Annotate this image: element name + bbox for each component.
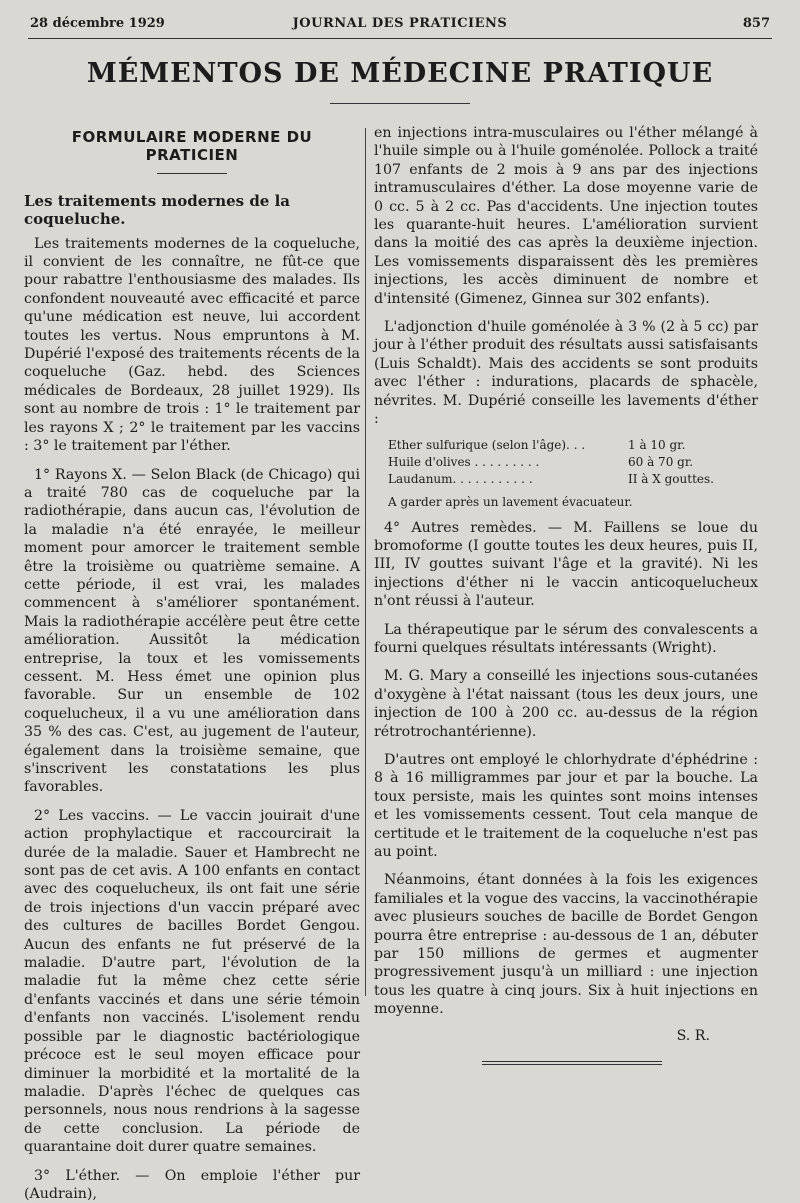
end-rule xyxy=(482,1064,662,1065)
paragraph: L'adjonction d'huile goménolée à 3 % (2 à 5 cc) par jour à l'éther produit des résultats aussi satisfaisants (Luis Schaldt). Mais des accidents se sont produits avec l'éther : indurations, placards de sphacèle, névrites. M. Dupérié conseille les lavements d'éther : xyxy=(374,319,758,428)
paragraph: 1° Rayons X. — Selon Black (de Chicago) qui a traité 780 cas de coqueluche par la radiothérapie, dans aucun cas, l'évolution de la maladie n'a été enrayée, le meilleur moment pour amorcer le traitement semble être la troisième ou quatrième semaine. A cette période, il est vrai, les malades commencent à s'améliorer spontanément. Mais la radiothérapie accélère peut être cette amélioration. Aussitôt la médication entreprise, la toux et les vomissements cessent. M. Hess émet une opinion plus favorable. Sur un ensemble de 102 coquelucheux, il a vu une amélioration dans 35 % des cas. C'est, au jugement de l'auteur, également dans la troisième semaine, que s'inscrivent les constatations les plus favorables. xyxy=(24,466,360,796)
formula-ingredient: Laudanum. . . . . . . . . . . xyxy=(388,471,533,486)
prescription-formula xyxy=(388,437,758,511)
formula-row xyxy=(388,471,758,488)
title-rule xyxy=(330,103,470,104)
formula-dose: 60 à 70 gr. xyxy=(628,454,694,469)
paragraph: M. G. Mary a conseillé les injections sous-cutanées d'oxygène à l'état naissant (tous les deux jours, une injection de 100 à 200 cc. au-dessus de la région rétrotrochantérienne). xyxy=(374,668,758,740)
paragraph: D'autres ont employé le chlorhydrate d'éphédrine : 8 à 16 milligrammes par jour et par la bouche. La toux persiste, mais les quintes sont moins intenses et les vomissements cessent. Tout cela manque de certitude et le traitement de la coqueluche n'est pas au point. xyxy=(374,751,758,860)
paragraph: Néanmoins, étant données à la fois les exigences familiales et la vogue des vaccins, la vaccinothérapie avec plusieurs souches de bacille de Bordet Gengon pourra être entreprise : au-dessous de 1 an, débuter par 150 millions de germes et augmenter progressivement jusqu'à un milliard : une injection tous les quatre à cinq jours. Six à huit injections en moyenne. xyxy=(374,872,758,1018)
journal-name: JOURNAL DES PRATICIENS xyxy=(292,16,508,31)
header-rule xyxy=(28,38,772,39)
main-title: MÉMENTOS DE MÉDECINE PRATIQUE xyxy=(86,58,714,89)
issue-date: 28 décembre 1929 xyxy=(30,16,165,31)
paragraph: 4° Autres remèdes. — M. Faillens se loue du bromoforme (I goutte toutes les deux heures, puis II, III, IV gouttes suivant l'âge et la gravité). Ni les injections d'éther ni le vaccin anticoquelucheux n'ont réussi à l'auteur. xyxy=(374,519,758,610)
right-column xyxy=(374,124,758,1065)
section-title: FORMULAIRE MODERNE DU PRATICIEN xyxy=(71,128,313,165)
column-divider xyxy=(365,128,366,996)
paragraph: La thérapeutique par le sérum des convalescents a fourni quelques résultats intéressants (Wright). xyxy=(374,621,758,656)
article-title: Les traitements modernes de la coqueluche. xyxy=(24,191,290,229)
formula-ingredient: Ether sulfurique (selon l'âge). . . xyxy=(388,437,586,452)
author-signature: S. R. xyxy=(676,1027,710,1044)
paragraph: Les traitements modernes de la coqueluche, il convient de les connaître, ne fût-ce que pour rabattre l'enthousiasme des malades. Ils confondent nouveauté avec efficacité et parce qu'une médication est neuve, lui accordent toutes les vertus. Nous empruntons à M. Dupérié l'exposé des traitements récents de la coqueluche (Gaz. hebd. des Sciences médicales de Bordeaux, 28 juillet 1929). Ils sont au nombre de trois : 1° le traitement par les rayons X ; 2° le traitement par les vaccins : 3° le traitement par l'éther. xyxy=(24,235,360,455)
end-rule xyxy=(482,1061,662,1062)
formula-ingredient: Huile d'olives . . . . . . . . . xyxy=(388,454,540,469)
left-column xyxy=(24,122,360,1203)
formula-dose: II à X gouttes. xyxy=(628,471,714,486)
formula-row xyxy=(388,454,758,471)
formula-row xyxy=(388,437,758,454)
paragraph: en injections intra-musculaires ou l'éther mélangé à l'huile simple ou à l'huile goménolée. Pollock a traité 107 enfants de 2 mois à 9 ans par des injections intramusculaires d'éther. La dose moyenne varie de 0 cc. 5 à 2 cc. Pas d'accidents. Une injection toutes les quarante-huit heures. L'amélioration survient dans la moitié des cas après la deuxième injection. Les vomissements disparaissent dès les premières injections, les accès diminuent de nombre et d'intensité (Gimenez, Ginnea sur 302 enfants). xyxy=(374,125,758,307)
running-head xyxy=(30,14,770,36)
paragraph: 2° Les vaccins. — Le vaccin jouirait d'une action prophylactique et raccourcirait la durée de la maladie. Sauer et Hambrecht ne sont pas de cet avis. A 100 enfants en contact avec des coquelucheux, ils ont fait une série de trois injections d'un vaccin préparé avec des cultures de bacilles Bordet Gengou. Aucun des enfants ne fut préservé de la maladie. D'autre part, l'évolution de la maladie fut la même chez cette série d'enfants vaccinés et dans une série témoin d'enfants non vaccinés. L'isolement rendu possible par le diagnostic bactériologique précoce est le seul moyen efficace pour diminuer la morbidité et la mortalité de la maladie. D'après l'échec de quelques cas personnels, nous nous rendrions à la sagesse de cette conclusion. La période de quarantaine doit durer quatre semaines. xyxy=(24,807,360,1156)
formula-dose: 1 à 10 gr. xyxy=(628,437,686,452)
section-rule xyxy=(157,173,227,174)
page-number: 857 xyxy=(742,16,770,31)
paragraph: 3° L'éther. — On emploie l'éther pur (Audrain), xyxy=(24,1167,360,1202)
formula-note: A garder après un lavement évacuateur. xyxy=(388,494,633,509)
